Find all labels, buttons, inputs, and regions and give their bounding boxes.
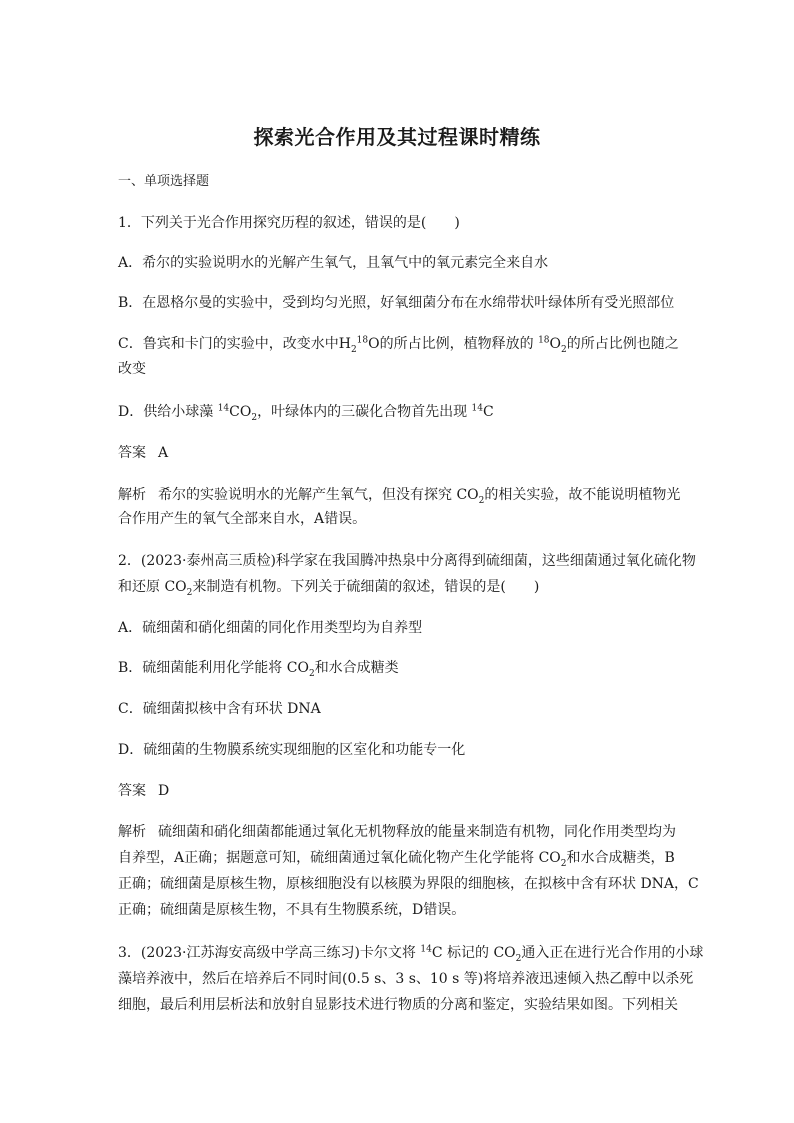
section-heading: 一、单项选择题 [118,174,210,189]
q1-option-c-cont: 改变 [118,361,146,377]
q1-option-d: D．供给小球藻 $^{14}CO_2$，叶绿体内的三碳化合物首先出现 $^{14}$C [118,403,494,423]
document-title: 探索光合作用及其过程课时精练 [253,125,541,149]
q1-analysis-cont: 合作用产生的氧气全部来自水，A错误。 [118,511,367,527]
q2-analysis-line4: 正确；硫细菌是原核生物，不具有生物膜系统，D错误。 [118,902,466,918]
q2-answer: 答案 D [118,783,170,799]
q1-analysis: 解析 希尔的实验说明水的光解产生氧气，但没有探究 $CO_2$的相关实验，故不能说明植物光 [118,487,681,506]
q1-answer: 答案 A [118,445,169,461]
q1-option-c: C．鲁宾和卡门的实验中，改变水中$H_2^{18}O$的所占比例，植物释放的 $^{18}O_2$的所占比例也随之 [118,335,679,355]
q3-stem-line2: 藻培养液中，然后在培养后不同时间(0.5 s、3 s、10 s 等)将培养液迅速倾入热乙醇中以杀死 [118,971,694,987]
q2-option-c: C．硫细菌拟核中含有环状 DNA [118,701,321,717]
q2-stem-cont: 和还原 $CO_2$来制造有机物。下列关于硫细菌的叙述，错误的是( ) [118,579,540,598]
q2-option-d: D．硫细菌的生物膜系统实现细胞的区室化和功能专一化 [118,742,466,758]
q2-analysis-line3: 正确；硫细菌是原核生物，原核细胞没有以核膜为界限的细胞核，在拟核中含有环状 DNA，C [118,876,699,892]
q3-stem-line3: 细胞，最后利用层析法和放射自显影技术进行物质的分离和鉴定，实验结果如图。下列相关 [118,997,678,1013]
q2-analysis-line2: 自养型，A正确；据题意可知，硫细菌通过氧化硫化物产生化学能将 $CO_2$和水合成糖类，B [118,850,675,869]
q2-stem: 2．(2023·泰州高三质检)科学家在我国腾冲热泉中分离得到硫细菌，这些细菌通过氧化硫化物 [118,553,696,569]
q1-stem: 1．下列关于光合作用探究历程的叙述，错误的是( ) [118,215,460,231]
q1-option-a: A．希尔的实验说明水的光解产生氧气，且氧气中的氧元素完全来自水 [118,255,549,271]
q2-option-a: A．硫细菌和硝化细菌的同化作用类型均为自养型 [118,620,423,636]
q2-analysis: 解析 硫细菌和硝化细菌都能通过氧化无机物释放的能量来制造有机物，同化作用类型均为 [118,824,676,840]
q2-option-b: B．硫细菌能利用化学能将 $CO_2$和水合成糖类 [118,660,399,679]
q3-stem: 3．(2023·江苏海安高级中学高三练习)卡尔文将 $^{14}$C 标记的 $CO_2$通入正在进行光合作用的小球 [118,944,704,964]
q1-option-b: B．在恩格尔曼的实验中，受到均匀光照，好氧细菌分布在水绵带状叶绿体所有受光照部位 [118,295,675,311]
